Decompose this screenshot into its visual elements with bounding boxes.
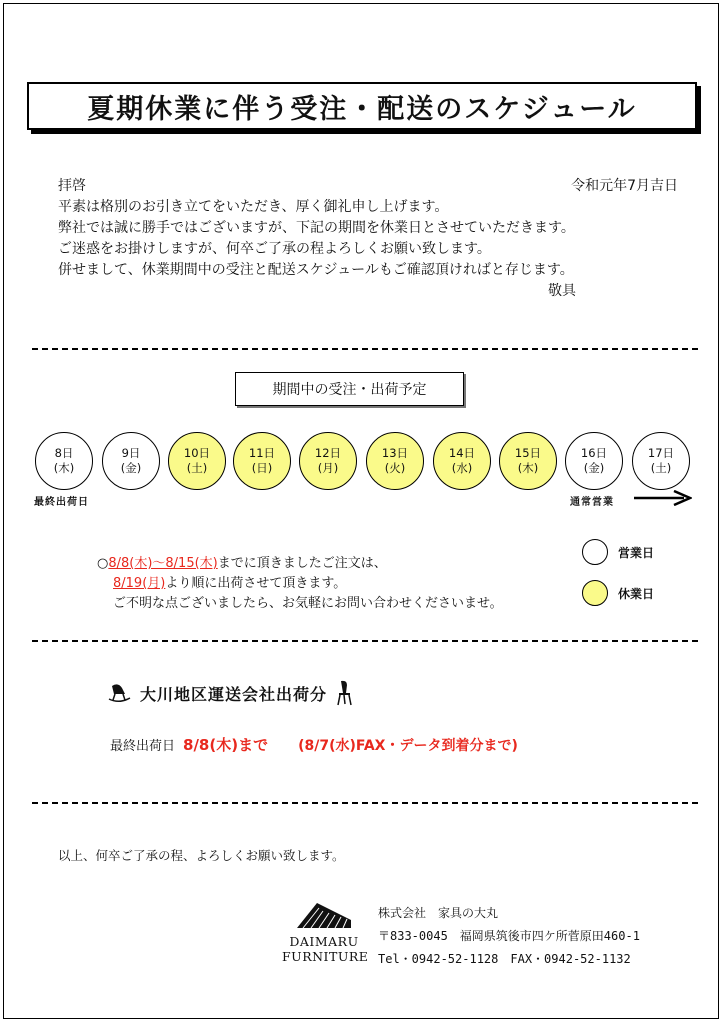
page-border [3,3,719,1019]
letter-line: 弊社では誠に勝手ではございますが、下記の期間を休業日とさせていただきます。 [58,220,575,236]
company-logo [282,900,369,970]
company-info [378,902,640,971]
last-ship-caption: 最終出荷日 [34,497,89,508]
dashed-divider [32,802,698,804]
day-date: 15日 [514,446,542,460]
chair-icon [335,680,353,706]
last-ship-label: 最終出荷日 [110,739,176,754]
day-date: 13日 [381,446,409,460]
legend-closed [582,580,654,606]
letter-date: 令和元年7月吉日 [571,178,678,194]
day-weekday: (日) [251,461,273,475]
day-weekday: (土) [650,461,672,475]
notice-text: までに頂きましたご注文は、 [217,556,387,571]
okawa-last-ship [110,734,518,755]
right-arrow-icon [634,490,692,506]
letter-header-row [58,176,678,197]
bullet-icon: ○ [97,556,109,571]
day-weekday: (水) [451,461,473,475]
day-weekday: (金) [120,461,142,475]
day-circle [299,432,357,490]
day-date: 14日 [448,446,476,460]
day-circle [35,432,93,490]
day-weekday: (木) [517,461,539,475]
letter-closing-word: 敬具 [548,283,576,299]
notice-line [97,554,503,574]
day-circle [499,432,557,490]
page-title: 夏期休業に伴う受注・配送のスケジュール [87,93,637,125]
day-date: 9日 [121,446,141,460]
normal-business-caption: 通常営業 [570,497,614,508]
letter-greeting: 拝啓 [58,178,86,194]
legend-open-label: 営業日 [618,545,655,560]
day-date: 16日 [580,446,608,460]
day-weekday: (火) [384,461,406,475]
day-weekday: (木) [53,461,75,475]
closing-message: 以上、何卒ご了承の程、よろしくお願い致します。 [58,848,345,863]
letter-body [58,176,678,299]
logo-word-1: DAIMARU [289,934,359,949]
day-date: 12日 [314,446,342,460]
roof-logo-icon [289,900,359,930]
day-circle [102,432,160,490]
last-ship-note: (8/7(水)FAX・データ到着分まで) [298,738,518,754]
company-address: 〒833-0045 福岡県筑後市四ケ所菅原田460-1 [378,929,640,943]
dashed-divider [32,640,698,642]
notice-line: ご不明な点ございましたら、お気軽にお問い合わせくださいませ。 [113,596,503,611]
rocking-chair-icon [108,682,132,704]
day-circle [632,432,690,490]
okawa-section-header [108,680,353,706]
okawa-title: 大川地区運送会社出荷分 [140,684,328,704]
legend-closed-label: 休業日 [618,586,655,601]
legend-closed-circle [582,580,608,606]
schedule-heading-box [235,372,464,406]
schedule-heading: 期間中の受注・出荷予定 [272,382,427,398]
last-ship-date: 8/8(木)まで [183,736,269,754]
day-circles [35,432,695,492]
closure-period: 8/8(木)～8/15(木) [108,556,218,571]
notice-line [97,574,503,594]
letter-line: ご迷惑をお掛けしますが、何卒ご了承の程よろしくお願い致します。 [58,241,491,257]
day-weekday: (土) [186,461,208,475]
day-date: 11日 [248,446,276,460]
company-contact: Tel・0942-52-1128 FAX・0942-52-1132 [378,952,631,966]
notice-block [97,554,503,614]
day-date: 17日 [647,446,675,460]
day-circle [366,432,424,490]
dashed-divider [32,348,698,350]
day-weekday: (月) [317,461,339,475]
letter-line: 併せまして、休業期間中の受注と配送スケジュールもご確認頂ければと存じます。 [58,262,574,278]
notice-text: より順に出荷させて頂きます。 [165,576,347,591]
day-circle [233,432,291,490]
day-weekday: (金) [583,461,605,475]
legend-open-circle [582,539,608,565]
day-circle [433,432,491,490]
legend-open [582,539,654,565]
letter-line: 平素は格別のお引き立てをいただき、厚く御礼申し上げます。 [58,199,449,215]
company-name: 株式会社 家具の大丸 [378,906,499,920]
resume-ship-date: 8/19(月) [113,576,166,591]
day-circle [168,432,226,490]
logo-word-2: FURNITURE [282,949,369,964]
title-box [27,82,697,130]
day-circle [565,432,623,490]
day-date: 10日 [183,446,211,460]
day-date: 8日 [54,446,74,460]
